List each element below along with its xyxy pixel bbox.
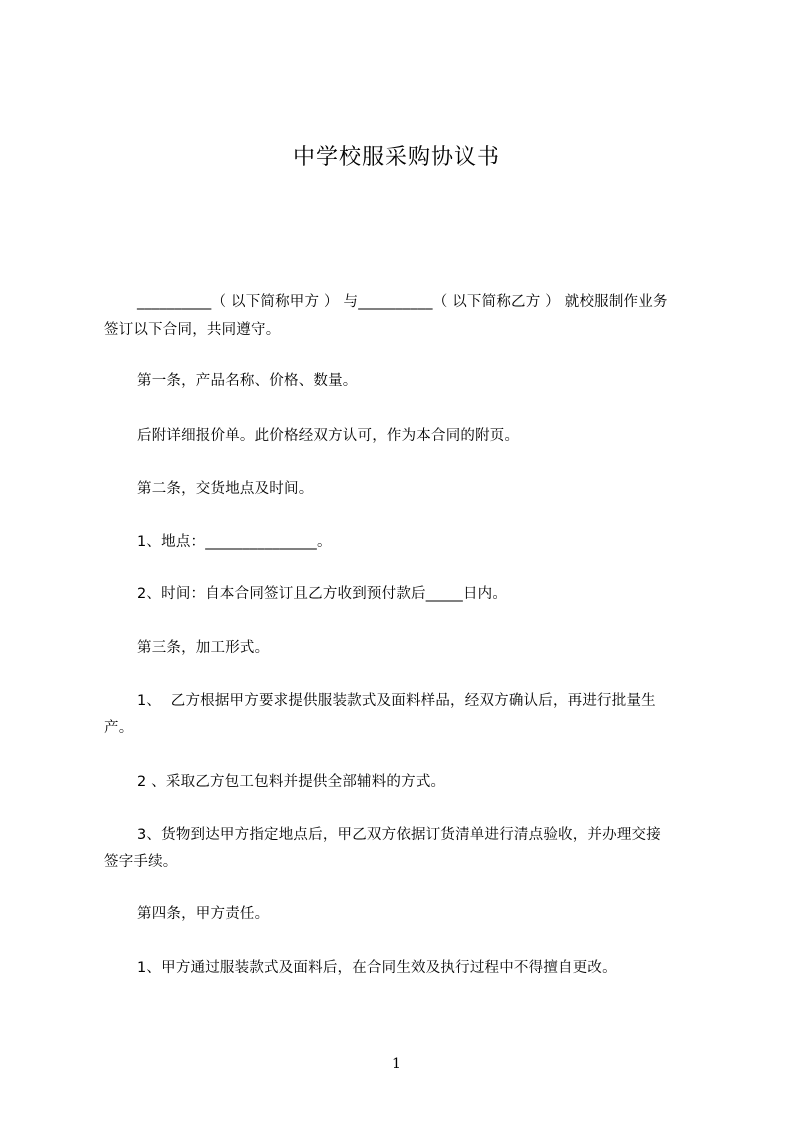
document-title: 中学校服采购协议书 <box>292 145 500 170</box>
article1-heading: 第一条，产品名称、价格、数量。 <box>137 373 358 389</box>
article4-heading: 第四条，甲方责任。 <box>137 906 270 922</box>
intro-line-1: __________（ 以下简称甲方 ） 与__________（ 以下简称乙方 ） 就校服制作业务 <box>137 294 668 310</box>
intro-line-2: 签订以下合同，共同遵守。 <box>104 322 281 338</box>
article3-heading: 第三条，加工形式。 <box>137 640 270 656</box>
article3-item-3-line-2: 签字手续。 <box>104 854 178 870</box>
article3-item-2: 2 、采取乙方包工包料并提供全部辅料的方式。 <box>137 774 446 790</box>
article2-item-2: 2、时间：自本合同签订且乙方收到预付款后_____日内。 <box>137 586 508 602</box>
article1-text: 后附详细报价单。此价格经双方认可，作为本合同的附页。 <box>137 428 520 444</box>
article3-item-1-line-1: 1、 乙方根据甲方要求提供服装款式及面料样品，经双方确认后，再进行批量生 <box>137 693 656 709</box>
article3-item-3-line-1: 3、货物到达甲方指定地点后，甲乙双方依据订货清单进行清点验收，并办理交接 <box>137 827 661 843</box>
article2-item-1: 1、地点：_______________。 <box>137 534 332 550</box>
article4-item-1: 1、甲方通过服装款式及面料后，在合同生效及执行过程中不得擅自更改。 <box>137 960 617 976</box>
article2-heading: 第二条，交货地点及时间。 <box>137 481 314 497</box>
article3-item-1-line-2: 产。 <box>104 720 134 736</box>
page-number: 1 <box>392 1056 401 1072</box>
